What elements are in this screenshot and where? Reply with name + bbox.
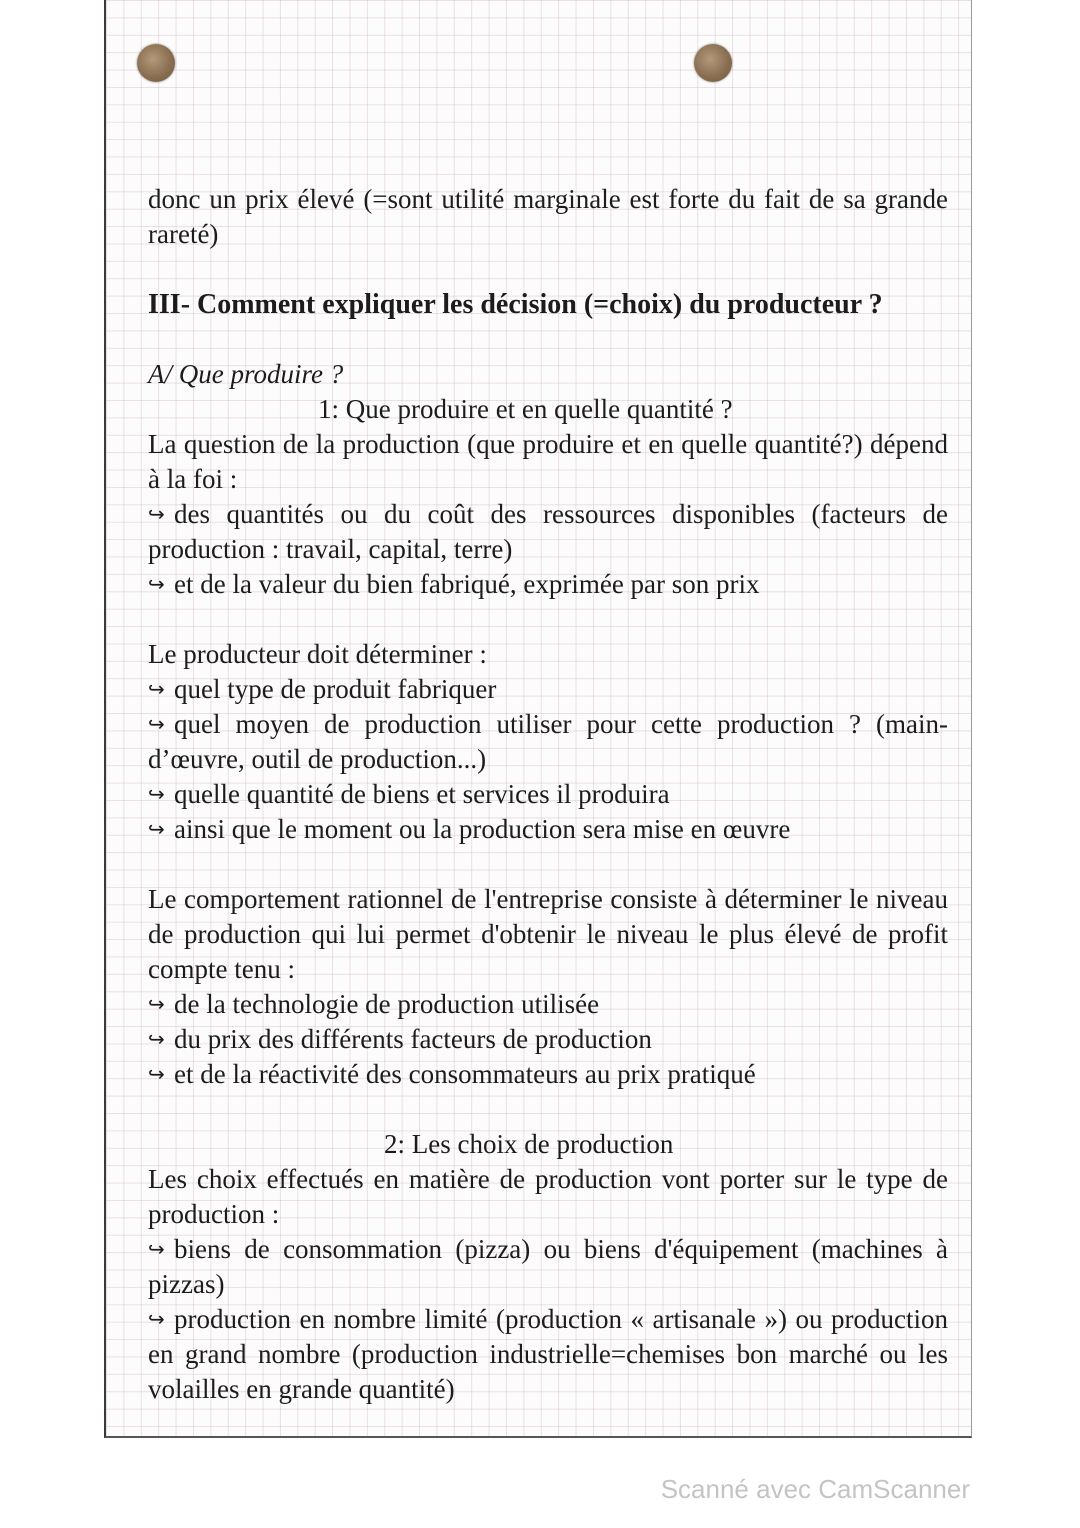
hook-arrow-icon: ↪ — [148, 502, 165, 526]
hook-arrow-icon: ↪ — [148, 1307, 165, 1331]
part1-intro: La question de la production (que produire et en quelle quantité?) dépend à la foi : — [148, 429, 948, 494]
rational-intro: Le comportement rationnel de l'entreprise consiste à déterminer le niveau de production qui lui permet d'obtenir le niveau le plus élevé de profit compte tenu : — [148, 884, 948, 984]
hook-arrow-icon: ↪ — [148, 782, 165, 806]
punch-hole-right — [694, 44, 732, 82]
list-item: ↪ production en nombre limité (production « artisanale ») ou production en grand nombre (production industrielle=chemises bon marché ou les volailles en grande quantité) — [148, 1304, 948, 1404]
hook-arrow-icon: ↪ — [148, 572, 165, 596]
part2-intro: Les choix effectués en matière de production vont porter sur le type de production : — [148, 1164, 948, 1229]
continuation-text: donc un prix élevé (=sont utilité marginale est forte du fait de sa grande rareté) — [148, 184, 948, 249]
hook-arrow-icon: ↪ — [148, 1062, 165, 1086]
list-item: ↪ et de la valeur du bien fabriqué, exprimée par son prix — [148, 567, 948, 602]
hook-arrow-icon: ↪ — [148, 1237, 165, 1261]
list-item: ↪ quelle quantité de biens et services il produira — [148, 777, 948, 812]
producer-intro: Le producteur doit déterminer : — [148, 639, 487, 669]
list-item: ↪ du prix des différents facteurs de production — [148, 1022, 948, 1057]
list-item: ↪ quel type de produit fabriquer — [148, 672, 948, 707]
list-item: ↪ ainsi que le moment ou la production sera mise en œuvre — [148, 812, 948, 847]
hook-arrow-icon: ↪ — [148, 677, 165, 701]
section-title: III- Comment expliquer les décision (=choix) du producteur ? — [148, 289, 883, 320]
list-item: ↪ quel moyen de production utiliser pour cette production ? (main-d’œuvre, outil de production...) — [148, 709, 948, 774]
part1-title: 1: Que produire et en quelle quantité ? — [318, 394, 733, 424]
list-item: ↪ de la technologie de production utilisée — [148, 987, 948, 1022]
list-item: ↪ biens de consommation (pizza) ou biens d'équipement (machines à pizzas) — [148, 1234, 948, 1299]
list-item: ↪ des quantités ou du coût des ressources disponibles (facteurs de production : travail, capital, terre) — [148, 499, 948, 564]
hook-arrow-icon: ↪ — [148, 992, 165, 1016]
hook-arrow-icon: ↪ — [148, 712, 165, 736]
punch-hole-left — [137, 44, 175, 82]
camscanner-watermark: Scanné avec CamScanner — [660, 1474, 970, 1504]
notes-content — [148, 182, 948, 1407]
hook-arrow-icon: ↪ — [148, 817, 165, 841]
subsection-title: A/ Que produire ? — [148, 359, 344, 389]
list-item: ↪ et de la réactivité des consommateurs au prix pratiqué — [148, 1057, 948, 1092]
part2-title: 2: Les choix de production — [384, 1129, 674, 1159]
hook-arrow-icon: ↪ — [148, 1027, 165, 1051]
